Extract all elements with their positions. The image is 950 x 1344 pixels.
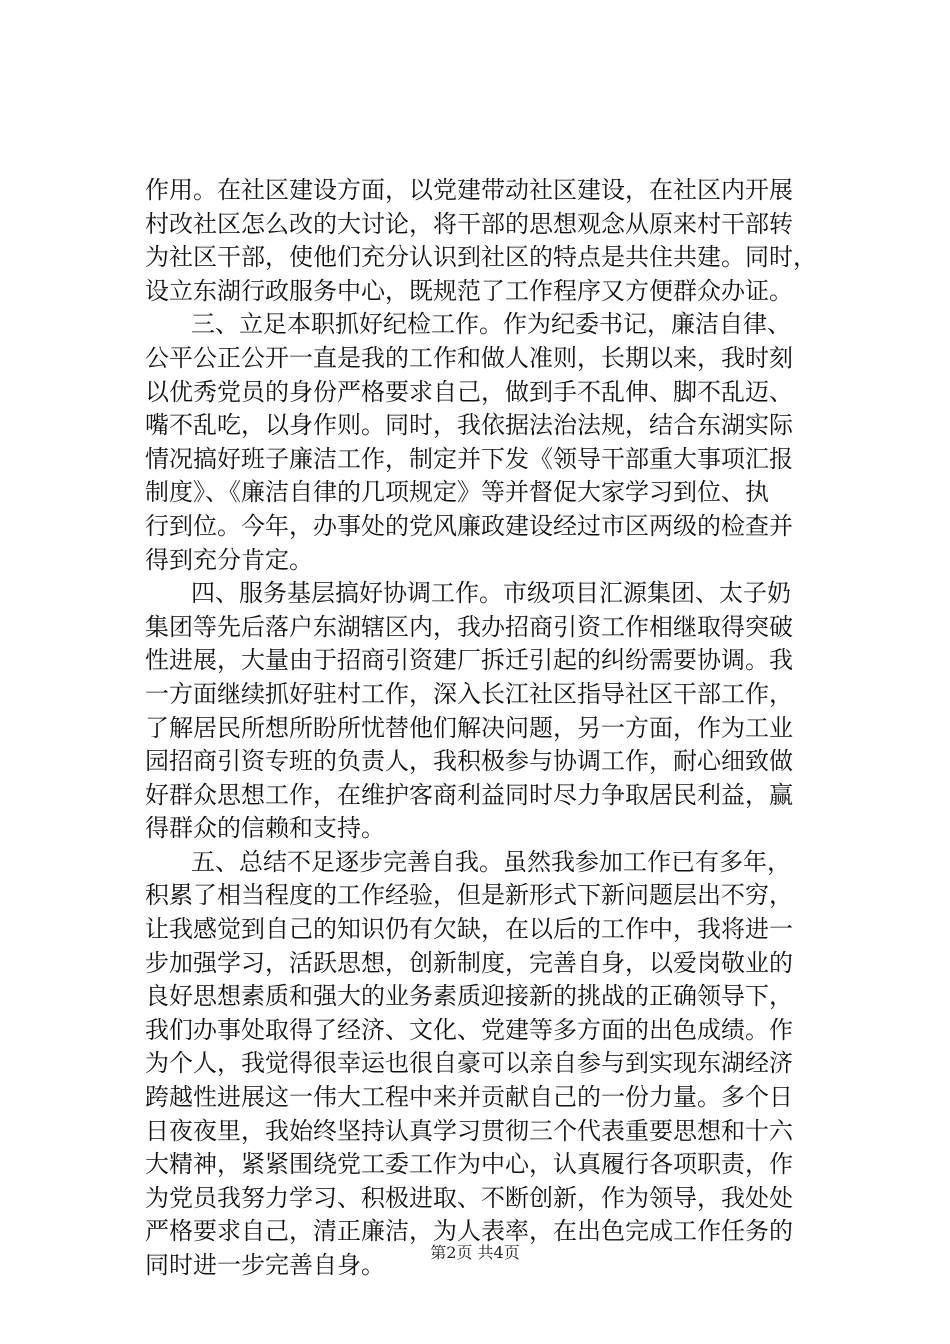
paragraph-first-line: 四、服务基层搞好协调工作。市级项目汇源集团、太子奶	[191, 579, 791, 608]
text-line: 以优秀党员的身份严格要求自己，做到手不乱伸、脚不乱迈、	[145, 377, 793, 406]
text-line: 跨越性进展这一伟大工程中来并贡献自己的一份力量。多个日	[145, 1083, 793, 1112]
text-line: 公平公正公开一直是我的工作和做人准则，长期以来，我时刻	[145, 343, 793, 372]
text-line: 集团等先后落户东湖辖区内，我办招商引资工作相继取得突破	[145, 612, 793, 641]
text-line: 为社区干部，使他们充分认识到社区的特点是共住共建。同时，	[145, 243, 817, 272]
paragraph-first-line: 三、立足本职抓好纪检工作。作为纪委书记，廉洁自律、	[191, 310, 791, 339]
text-line: 好群众思想工作，在维护客商利益同时尽力争取居民利益，赢	[145, 780, 793, 809]
text-line: 得群众的信赖和支持。	[145, 814, 385, 843]
text-line: 一方面继续抓好驻村工作，深入长江社区指导社区干部工作，	[145, 679, 793, 708]
text-line: 行到位。今年，办事处的党风廉政建设经过市区两级的检查并	[145, 511, 793, 540]
text-line: 村改社区怎么改的大讨论，将干部的思想观念从原来村干部转	[145, 209, 793, 238]
text-line: 为党员我努力学习、积极进取、不断创新，作为领导，我处处	[145, 1183, 793, 1212]
text-line: 情况搞好班子廉洁工作，制定并下发《领导干部重大事项汇报	[145, 444, 793, 473]
body-text	[145, 174, 817, 1283]
page-footer: 第2页 共4页	[430, 1243, 520, 1262]
text-line: 良好思想素质和强大的业务素质迎接新的挑战的正确领导下，	[145, 982, 793, 1011]
text-line: 我们办事处取得了经济、文化、党建等多方面的出色成绩。作	[145, 1015, 793, 1044]
text-line: 为个人，我觉得很幸运也很自豪可以亲自参与到实现东湖经济	[145, 1049, 793, 1078]
text-line: 让我感觉到自己的知识仍有欠缺，在以后的工作中，我将进一	[145, 915, 793, 944]
text-line: 园招商引资专班的负责人，我积极参与协调工作，耐心细致做	[145, 747, 793, 776]
text-line: 日夜夜里，我始终坚持认真学习贯彻三个代表重要思想和十六	[145, 1116, 793, 1145]
text-line: 性进展，大量由于招商引资建厂拆迁引起的纠纷需要协调。我	[145, 646, 793, 675]
text-line: 得到充分肯定。	[145, 545, 313, 574]
text-line: 严格要求自己，清正廉洁，为人表率，在出色完成工作任务的	[145, 1217, 793, 1246]
text-line: 同时进一步完善自身。	[145, 1251, 385, 1279]
text-line: 积累了相当程度的工作经验，但是新形式下新问题层出不穷，	[145, 881, 793, 910]
text-line: 步加强学习，活跃思想，创新制度，完善自身，以爱岗敬业的	[145, 948, 793, 977]
text-line: 大精神，紧紧围绕党工委工作为中心，认真履行各项职责，作	[145, 1150, 793, 1179]
text-line: 制度》、《廉洁自律的几项规定》等并督促大家学习到位、执	[145, 478, 769, 507]
text-line: 了解居民所想所盼所忧替他们解决问题，另一方面，作为工业	[145, 713, 793, 742]
text-line: 嘴不乱吃，以身作则。同时，我依据法治法规，结合东湖实际	[145, 411, 793, 440]
text-line: 设立东湖行政服务中心，既规范了工作程序又方便群众办证。	[145, 276, 793, 305]
text-line: 作用。在社区建设方面，以党建带动社区建设，在社区内开展	[145, 176, 793, 204]
paragraph-first-line: 五、总结不足逐步完善自我。虽然我参加工作已有多年，	[191, 847, 791, 876]
